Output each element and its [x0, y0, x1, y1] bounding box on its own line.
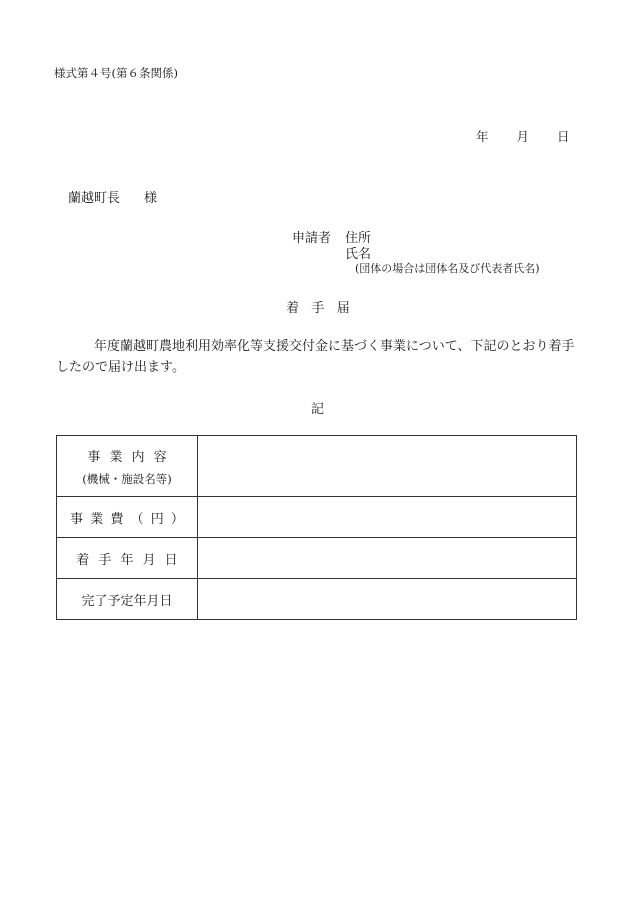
row-label: [57, 538, 198, 579]
applicant-note: (団体の場合は団体名及び代表者氏名): [355, 262, 540, 275]
detail-table: [56, 435, 577, 620]
applicant-name-label: 氏名: [345, 247, 372, 262]
table-row: [57, 497, 577, 538]
body-text: 年度蘭越町農地利用効率化等支援交付金に基づく事業について、下記のとおり着手したので届け出ます。: [56, 339, 575, 375]
row-label-sub: (機械・施設名等): [82, 471, 172, 486]
document-title: 着手届: [286, 301, 363, 316]
row-label-main: 完了予定年月日: [81, 593, 173, 609]
table-row: [57, 436, 577, 497]
row-value-field[interactable]: [198, 497, 577, 538]
table-row: [57, 538, 577, 579]
applicant-address-label: 住所: [345, 231, 372, 246]
row-value-field[interactable]: [198, 538, 577, 579]
row-label-main: 着手年月日: [76, 552, 187, 568]
row-label-main: 事業費（円）: [70, 511, 192, 527]
row-value-field[interactable]: [198, 436, 577, 497]
ki-heading: 記: [311, 402, 325, 417]
addressee-name: 蘭越町長: [68, 191, 121, 206]
table-row: [57, 579, 577, 620]
date-month-label: 月: [516, 129, 530, 144]
form-number: 様式第４号(第６条関係): [54, 66, 178, 80]
date-line: [476, 127, 570, 145]
addressee: [68, 187, 157, 206]
row-label: [57, 497, 198, 538]
row-value-field[interactable]: [198, 579, 577, 620]
applicant-label: 申請者: [292, 231, 332, 246]
addressee-honorific: 様: [144, 191, 158, 206]
date-day-label: 日: [557, 129, 570, 144]
date-year-label: 年: [476, 129, 489, 144]
row-label: [57, 579, 198, 620]
row-label-main: 事業内容: [87, 449, 176, 465]
row-label: [57, 436, 198, 497]
